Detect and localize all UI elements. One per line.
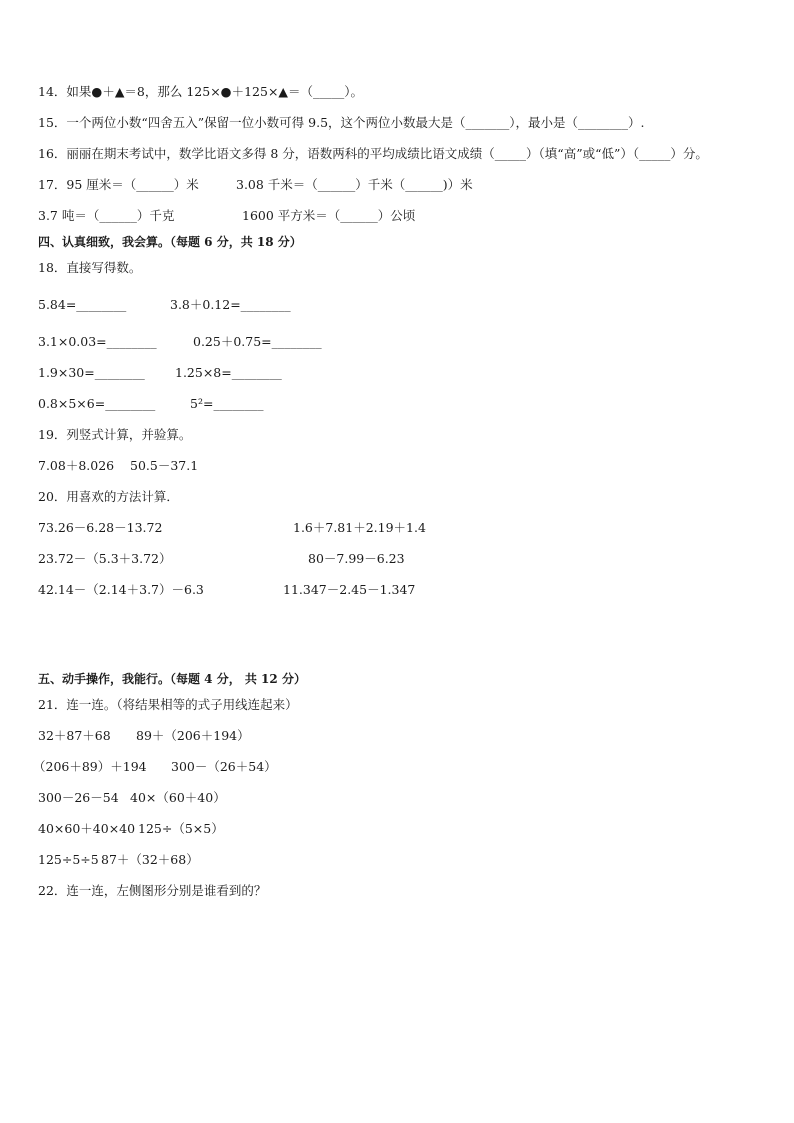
question-17-b: 3.08 千米＝（______）千米（______)）米 bbox=[236, 177, 473, 192]
q20-item: 1.6＋7.81＋2.19＋1.4 bbox=[293, 520, 426, 535]
question-21: 21．连一连。（将结果相等的式子用线连起来） bbox=[38, 697, 298, 712]
question-14: 14．如果●＋▲＝8，那么 125×●＋125×▲＝（_____）。 bbox=[38, 84, 364, 99]
q21-left-item: 125÷5÷5 bbox=[38, 852, 99, 867]
q21-left-item: 300－26－54 bbox=[38, 790, 119, 805]
q21-right-item: 125÷（5×5） bbox=[138, 821, 224, 836]
q19-item: 50.5－37.1 bbox=[130, 458, 199, 473]
q20-item: 80－7.99－6.23 bbox=[308, 551, 405, 566]
section-4-heading: 四、认真细致，我会算。（每题 6 分，共 18 分） bbox=[38, 235, 302, 249]
q18-item: 1.25×8=________ bbox=[175, 365, 282, 380]
q18-item: 3.8＋0.12=________ bbox=[170, 297, 291, 312]
q18-item: 5.84=________ bbox=[38, 297, 127, 312]
q20-item: 73.26－6.28－13.72 bbox=[38, 520, 163, 535]
question-22: 22．连一连，左侧图形分别是谁看到的？ bbox=[38, 883, 267, 898]
q18-item: 0.25＋0.75=________ bbox=[193, 334, 322, 349]
q20-item: 23.72－（5.3＋3.72） bbox=[38, 551, 172, 566]
question-17-a: 17．95 厘米＝（______）米 bbox=[38, 177, 199, 192]
question-17-d: 1600 平方米＝（______）公顷 bbox=[242, 208, 416, 223]
q21-right-item: 40×（60＋40） bbox=[130, 790, 226, 805]
q21-left-item: 40×60＋40×40 bbox=[38, 821, 136, 836]
q21-right-item: 87＋（32＋68） bbox=[101, 852, 199, 867]
question-18: 18．直接写得数。 bbox=[38, 260, 142, 275]
question-16: 16．丽丽在期末考试中，数学比语文多得 8 分，语数两科的平均成绩比语文成绩（_____）（填“高”或“低”）（_____）分。 bbox=[38, 146, 708, 161]
question-17-c: 3.7 吨＝（______）千克 bbox=[38, 208, 175, 223]
q18-item: 3.1×0.03=________ bbox=[38, 334, 157, 349]
q21-left-item: 32＋87＋68 bbox=[38, 728, 111, 743]
q21-left-item: （206＋89）＋194 bbox=[33, 759, 147, 774]
section-5-heading: 五、动手操作，我能行。（每题 4 分， 共 12 分） bbox=[38, 672, 306, 686]
q18-item: 0.8×5×6=________ bbox=[38, 396, 156, 411]
q21-right-item: 300－（26＋54） bbox=[171, 759, 277, 774]
question-20: 20．用喜欢的方法计算． bbox=[38, 489, 179, 504]
q20-item: 11.347－2.45－1.347 bbox=[283, 582, 416, 597]
q20-item: 42.14－（2.14＋3.7）－6.3 bbox=[38, 582, 204, 597]
q18-item: 5²=________ bbox=[190, 396, 264, 411]
q19-item: 7.08＋8.026 bbox=[38, 458, 115, 473]
question-15: 15．一个两位小数“四舍五入”保留一位小数可得 9.5，这个两位小数最大是（_______），最小是（________）. bbox=[38, 115, 645, 130]
q18-item: 1.9×30=________ bbox=[38, 365, 145, 380]
q21-right-item: 89＋（206＋194） bbox=[136, 728, 250, 743]
question-19: 19．列竖式计算，并验算。 bbox=[38, 427, 192, 442]
